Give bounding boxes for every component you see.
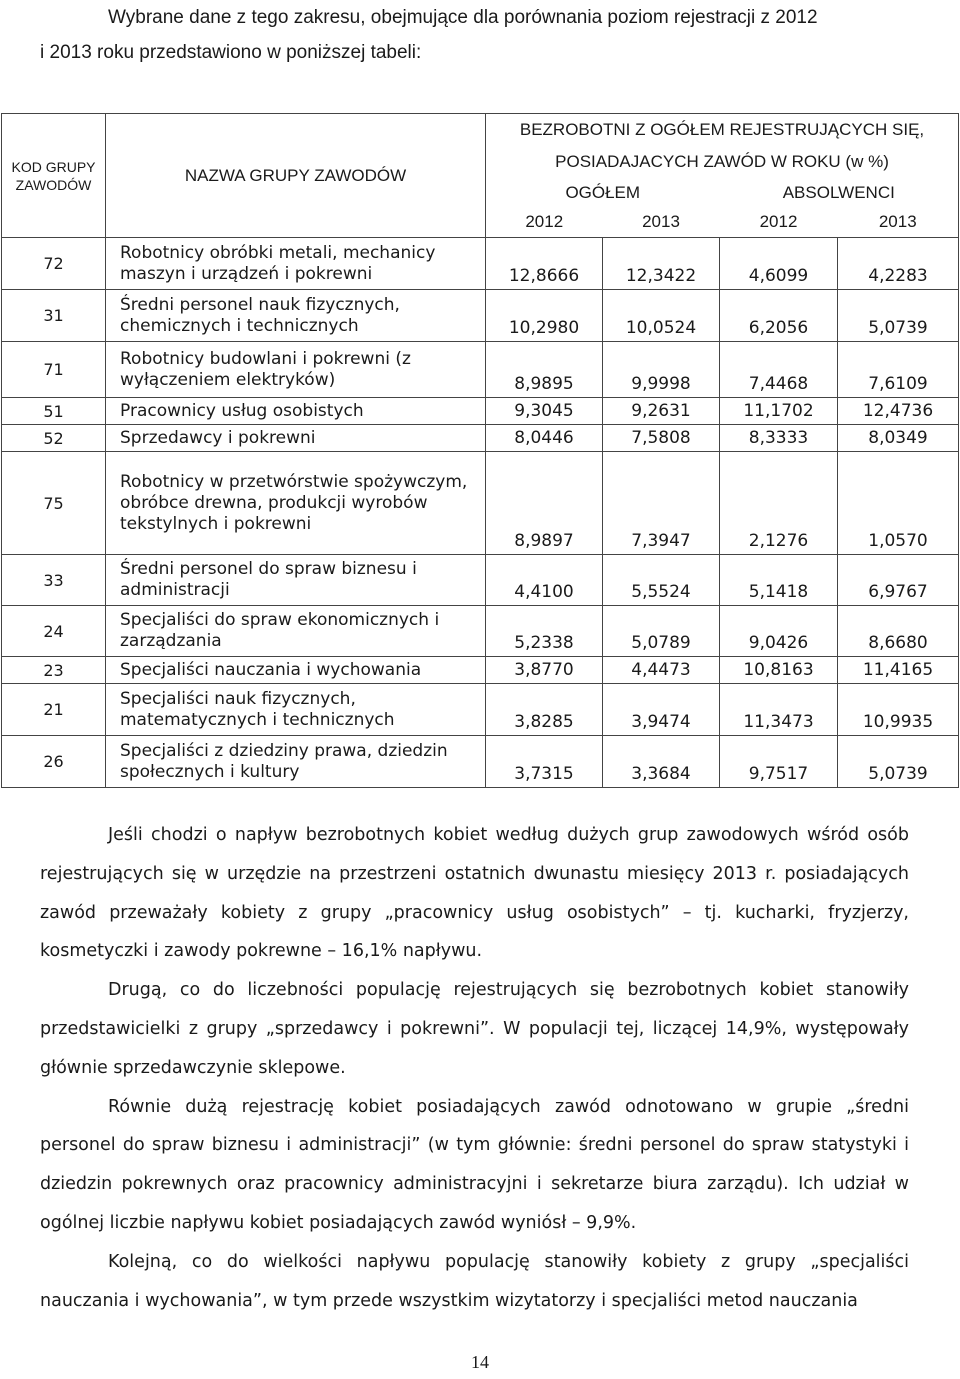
table-row bbox=[2, 398, 959, 425]
value-cell: 5,5524 bbox=[603, 555, 720, 606]
intro-text bbox=[40, 0, 920, 70]
table-header bbox=[2, 114, 959, 238]
group-code: 23 bbox=[2, 657, 106, 684]
table-row bbox=[2, 290, 959, 342]
value-cell: 10,2980 bbox=[486, 290, 603, 342]
value-cell: 5,0789 bbox=[603, 606, 720, 657]
group-code: 72 bbox=[2, 238, 106, 290]
group-name: Robotnicy budowlani i pokrewni (z wyłączeniem elektryków) bbox=[106, 342, 486, 398]
header-year: 2012 bbox=[720, 208, 838, 238]
table-row bbox=[2, 555, 959, 606]
table-body bbox=[2, 238, 959, 788]
group-name: Pracownicy usług osobistych bbox=[106, 398, 486, 425]
group-name: Specjaliści nauk fizycznych, matematycznych i technicznych bbox=[106, 684, 486, 736]
paragraph: Drugą, co do liczebności populację rejestrujących się bezrobotnych kobiet stanowiły przedstawicielki z grupy „sprzedawcy i pokrewni”. W populacji tej, liczącej 14,9%, występowały głównie sprzedawczynie sklepowe. bbox=[40, 980, 909, 1078]
value-cell: 5,0739 bbox=[838, 736, 959, 788]
value-cell: 3,8770 bbox=[486, 657, 603, 684]
group-name: Średni personel nauk fizycznych, chemicznych i technicznych bbox=[106, 290, 486, 342]
paragraph: Kolejną, co do wielkości napływu populację stanowiły kobiety z grupy „specjaliści nauczania i wychowania”, w tym przede wszystkim wizytatorzy i specjaliści metod nauczania bbox=[40, 1251, 909, 1311]
group-code: 52 bbox=[2, 425, 106, 452]
table-row bbox=[2, 238, 959, 290]
value-cell: 7,6109 bbox=[838, 342, 959, 398]
value-cell: 4,2283 bbox=[838, 238, 959, 290]
value-cell: 8,0446 bbox=[486, 425, 603, 452]
value-cell: 3,3684 bbox=[603, 736, 720, 788]
value-cell: 11,1702 bbox=[720, 398, 838, 425]
header-main-line-2: POSIADAJACYCH ZAWÓD W ROKU (w %) bbox=[486, 146, 959, 178]
value-cell: 10,8163 bbox=[720, 657, 838, 684]
value-cell: 7,4468 bbox=[720, 342, 838, 398]
group-name: Robotnicy obróbki metali, mechanicy maszyn i urządzeń i pokrewni bbox=[106, 238, 486, 290]
value-cell: 9,9998 bbox=[603, 342, 720, 398]
value-cell: 7,3947 bbox=[603, 452, 720, 555]
group-name: Specjaliści nauczania i wychowania bbox=[106, 657, 486, 684]
value-cell: 8,3333 bbox=[720, 425, 838, 452]
value-cell: 3,8285 bbox=[486, 684, 603, 736]
table-row bbox=[2, 684, 959, 736]
value-cell: 7,5808 bbox=[603, 425, 720, 452]
group-code: 21 bbox=[2, 684, 106, 736]
value-cell: 4,4473 bbox=[603, 657, 720, 684]
page-number: 14 bbox=[471, 1352, 489, 1372]
unemployment-table bbox=[1, 113, 959, 788]
header-group-graduates: ABSOLWENCI bbox=[720, 178, 959, 208]
value-cell: 11,3473 bbox=[720, 684, 838, 736]
value-cell: 3,7315 bbox=[486, 736, 603, 788]
value-cell: 8,9897 bbox=[486, 452, 603, 555]
group-code: 51 bbox=[2, 398, 106, 425]
value-cell: 11,4165 bbox=[838, 657, 959, 684]
value-cell: 6,9767 bbox=[838, 555, 959, 606]
header-name-column: NAZWA GRUPY ZAWODÓW bbox=[106, 114, 486, 238]
header-group-total: OGÓŁEM bbox=[486, 178, 720, 208]
value-cell: 2,1276 bbox=[720, 452, 838, 555]
table-row bbox=[2, 452, 959, 555]
table-row bbox=[2, 606, 959, 657]
table-row bbox=[2, 736, 959, 788]
paragraph: Jeśli chodzi o napływ bezrobotnych kobiet według dużych grup zawodowych wśród osób rejestrujących się w urzędzie na przestrzeni ostatnich dwunastu miesięcy 2013 r. posiadających zawód przeważały kobiety z grupy „pracownicy usług osobistych” – tj. kucharki, fryzjerzy, kosmetyczki i zawody pokrewne – 16,1% napływu. bbox=[40, 825, 909, 962]
table-row bbox=[2, 657, 959, 684]
value-cell: 1,0570 bbox=[838, 452, 959, 555]
header-year: 2013 bbox=[603, 208, 720, 238]
value-cell: 5,1418 bbox=[720, 555, 838, 606]
value-cell: 6,2056 bbox=[720, 290, 838, 342]
group-code: 24 bbox=[2, 606, 106, 657]
value-cell: 10,9935 bbox=[838, 684, 959, 736]
value-cell: 3,9474 bbox=[603, 684, 720, 736]
value-cell: 12,3422 bbox=[603, 238, 720, 290]
body-text bbox=[40, 816, 909, 1320]
group-name: Specjaliści do spraw ekonomicznych i zarządzania bbox=[106, 606, 486, 657]
value-cell: 8,0349 bbox=[838, 425, 959, 452]
intro-line-1: Wybrane dane z tego zakresu, obejmujące dla porównania poziom rejestracji z 2012 bbox=[108, 7, 818, 28]
paragraph: Równie dużą rejestrację kobiet posiadających zawód odnotowano w grupie „średni personel do spraw biznesu i administracji” (w tym głównie: średni personel do spraw statystyki i dziedzin pokrewnych oraz pracownicy administracyjni i sekretarze biura zarządu). Ich udział w ogólnej liczbie napływu kobiet posiadających zawód wyniósł – 9,9%. bbox=[40, 1096, 909, 1233]
table-row bbox=[2, 425, 959, 452]
value-cell: 9,3045 bbox=[486, 398, 603, 425]
table-row bbox=[2, 342, 959, 398]
value-cell: 8,9895 bbox=[486, 342, 603, 398]
value-cell: 9,0426 bbox=[720, 606, 838, 657]
value-cell: 4,6099 bbox=[720, 238, 838, 290]
group-name: Średni personel do spraw biznesu i administracji bbox=[106, 555, 486, 606]
group-code: 26 bbox=[2, 736, 106, 788]
value-cell: 10,0524 bbox=[603, 290, 720, 342]
intro-line-2: i 2013 roku przedstawiono w poniższej tabeli: bbox=[40, 42, 422, 63]
value-cell: 4,4100 bbox=[486, 555, 603, 606]
group-code: 71 bbox=[2, 342, 106, 398]
value-cell: 5,2338 bbox=[486, 606, 603, 657]
value-cell: 8,6680 bbox=[838, 606, 959, 657]
header-year: 2012 bbox=[486, 208, 603, 238]
group-code: 31 bbox=[2, 290, 106, 342]
header-year: 2013 bbox=[838, 208, 959, 238]
value-cell: 9,2631 bbox=[603, 398, 720, 425]
value-cell: 5,0739 bbox=[838, 290, 959, 342]
group-code: 33 bbox=[2, 555, 106, 606]
group-code: 75 bbox=[2, 452, 106, 555]
group-name: Specjaliści z dziedziny prawa, dziedzin społecznych i kultury bbox=[106, 736, 486, 788]
header-main-line-1: BEZROBOTNI Z OGÓŁEM REJESTRUJĄCYCH SIĘ, bbox=[486, 114, 959, 146]
value-cell: 12,4736 bbox=[838, 398, 959, 425]
group-name: Sprzedawcy i pokrewni bbox=[106, 425, 486, 452]
header-code-column: KOD GRUPY ZAWODÓW bbox=[2, 114, 106, 238]
value-cell: 12,8666 bbox=[486, 238, 603, 290]
value-cell: 9,7517 bbox=[720, 736, 838, 788]
group-name: Robotnicy w przetwórstwie spożywczym, obróbce drewna, produkcji wyrobów tekstylnych i pokrewni bbox=[106, 452, 486, 555]
